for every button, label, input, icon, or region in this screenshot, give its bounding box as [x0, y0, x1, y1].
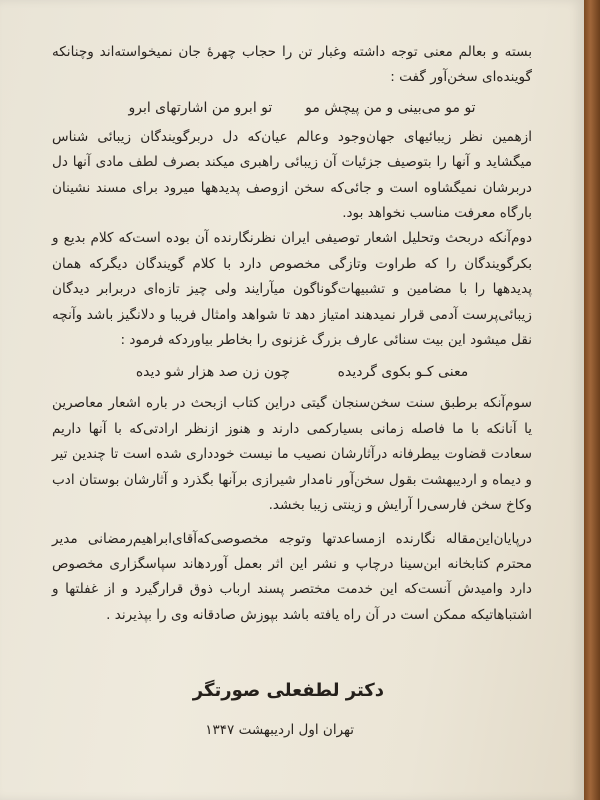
verse-1-right: تو مو می‌بینی و من پیچش مو — [305, 99, 476, 116]
paragraph-2: ازهمین نظر زیبائیهای جهان‌وجود وعالم عیان‌که دل دربرگویندگان زیبائی‌ شناس میگشاید و آنها را بتوصیف جزئیات آن زیبائی راهبری میکند بصرف لطف مادی آنها دل دربرشان نمیگشاوه است و جائی‌که سخن ازوصف پدیدهها میرود برای مسند نشینان بارگاه معرفت مناسب نخواهد بود. — [52, 128, 532, 222]
verse-1-left: تو ابرو من اشارتهای ابرو — [128, 99, 273, 116]
paragraph-5: درپایان‌این‌مقاله نگارنده ازمساعدتها وتوجه مخصوصی‌که‌آقای‌ابراهیم‌رمضانی مدیر محترم کتابخانه ابن‌سینا درچاپ و نشر این اثر بعمل آوردهاند سپاسگزاری مخصوص دارد وامیدش آنست‌که این خدمت مختصر پسند ارباب ذوق قرارگیرد و از غفلتها و اشتباهاتیکه ممکن است در آن راه یافته باشد بپوزش صادقانه وی را بپذیرند . — [52, 530, 532, 623]
book-cover-edge — [584, 0, 600, 800]
verse-1 — [112, 93, 492, 123]
paragraph-gap — [52, 519, 532, 527]
paragraph-1: بسته و بعالم معنی توجه داشته وغبار تن را حجاب چهرهٔ جان نمیخواسته‌اند وچنانکه گوینده‌ای سخن‌آور گفت : — [52, 44, 532, 86]
paragraph-3: دوم‌آنکه دربحث وتحلیل اشعار توصیفی ایران نظرنگارنده آن بوده است‌که کلام بدیع و بکرگویندگان را که طراوت وتازگی مخصوص دارد با کلام گویندگان دیگرکه همان پدیدهها را با مضامین و تشبیهات‌گوناگون میآرایند ولی چیز تازه‌ای دربرابر دیدگان زیبائی‌پرست آدمی قرار نمیدهند امتیاز دهد تا شواهد وامثال فریبا و دلانگیز باشد وآنچه نقل میشود این بیت سنائی عارف بزرگ غزنوی را بخاطر بیاوردکه فرمود : — [52, 230, 532, 349]
place-date: تهران اول اردیبهشت ۱۳۴۷ — [205, 722, 354, 738]
verse-2-left: چون زن صد هزار شو دیده — [135, 364, 291, 381]
verse-2-right: معنی کـو بکوی گردیده — [337, 364, 469, 381]
author-signature: دکتر لطفعلی صورتگر — [192, 680, 384, 701]
body-text — [52, 40, 532, 628]
paragraph-4: سوم‌آنکه برطبق سنت سخن‌سنجان گیتی دراین کتاب ازبحث در باره اشعار معاصرین یا آنانکه با ما فاصله زمانی بسیارکمی دارند و هنوز ازنظر ارادتی‌که با آنها داریم سعادت قضاوت بیطرفانه درآثارشان نصیب ما نیست خودداری شده است تا چندین تیر و دیماه و اردیبهشت بقول سخن‌آور نامدار شیرازی برآنها بگذرد و آثارشان بوستان ادب وکاخ سخن فارسی‌را آرایش و زینتی زیبا بخشد. — [52, 395, 532, 514]
verse-2 — [112, 357, 492, 387]
